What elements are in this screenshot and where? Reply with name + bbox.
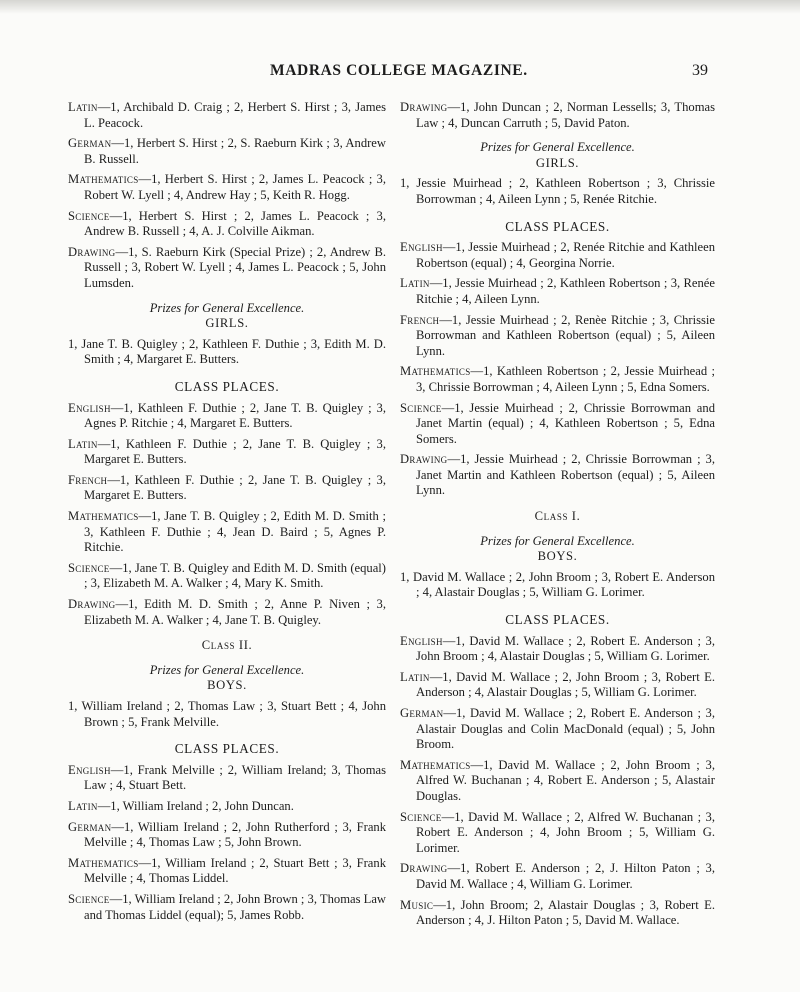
scan-shadow xyxy=(0,0,800,14)
prize-list xyxy=(400,570,715,601)
result-text: —1, Edith M. D. Smith ; 2, Anne P. Niven ; 3, Elizabeth M. A. Walker ; 4, Jane T. B. Quigley. xyxy=(84,597,386,627)
subject-result xyxy=(68,100,386,131)
result-text: —1, Kathleen F. Duthie ; 2, Jane T. B. Quigley ; 3, Margaret E. Butters. xyxy=(84,436,386,467)
page-number: 39 xyxy=(692,62,708,79)
gender-heading: GIRLS. xyxy=(205,316,249,331)
subject-result xyxy=(400,401,715,448)
subject-name: Latin xyxy=(400,669,430,684)
result-text: —1, Archibald D. Craig ; 2, Herbert S. Hirst ; 3, James L. Peacock. xyxy=(84,100,386,130)
subject-result xyxy=(400,634,715,665)
result-text: —1, Herbert S. Hirst ; 2, S. Raeburn Kirk ; 3, Andrew B. Russell. xyxy=(84,136,386,166)
subject-name: Music xyxy=(400,897,434,912)
subject-result xyxy=(400,100,715,131)
subject-name: Mathematics xyxy=(400,364,471,379)
result-text: —1, S. Raeburn Kirk (Special Prize) ; 2, Andrew B. Russell ; 3, Robert W. Lyell ; 4, James L. Peacock ; 5, John Lumsden. xyxy=(84,244,386,290)
result-text: —1, John Duncan ; 2, Norman Lessells; 3, Thomas Law ; 4, Duncan Carruth ; 5, David Paton. xyxy=(416,100,715,130)
subject-name: Latin xyxy=(68,798,98,813)
subject-name: Science xyxy=(400,400,442,415)
prize-heading: Prizes for General Excellence. xyxy=(149,662,305,677)
subject-result xyxy=(68,763,386,794)
result-text: —1, Kathleen Robertson ; 2, Jessie Muirhead ; 3, Chrissie Borrowman ; 4, Aileen Lynn ; 5, Edna Somers. xyxy=(416,364,715,394)
prize-heading: Prizes for General Excellence. xyxy=(480,533,635,548)
class-places-heading: CLASS PLACES. xyxy=(174,741,280,757)
result-text: —1, David M. Wallace ; 2, Robert E. Anderson ; 3, John Broom ; 4, Alastair Douglas ; 5, William G. Lorimer. xyxy=(416,633,715,664)
left-column xyxy=(68,100,386,928)
result-text: —1, Robert E. Anderson ; 2, J. Hilton Paton ; 3, David M. Wallace ; 4, William G. Lorimer. xyxy=(416,861,715,891)
prize-heading: Prizes for General Excellence. xyxy=(149,300,305,315)
subject-result xyxy=(400,452,715,499)
result-text: —1, Jessie Muirhead ; 2, Kathleen Robertson ; 3, Renée Ritchie ; 4, Aileen Lynn. xyxy=(416,276,715,306)
subject-name: Mathematics xyxy=(68,855,139,870)
subject-name: English xyxy=(400,633,443,648)
result-text: —1, Frank Melville ; 2, William Ireland; 3, Thomas Law ; 4, Stuart Bett. xyxy=(84,762,386,793)
subject-result xyxy=(400,240,715,271)
subject-result xyxy=(400,810,715,857)
right-column xyxy=(400,100,715,934)
gender-heading: GIRLS. xyxy=(535,155,580,170)
result-text: —1, Jane T. B. Quigley and Edith M. D. Smith (equal) ; 3, Elizabeth M. A. Walker ; 4, Mary K. Smith. xyxy=(84,560,386,591)
result-text: —1, David M. Wallace ; 2, Alfred W. Buchanan ; 3, Robert E. Anderson ; 4, John Broom ; 5, William G. Lorimer. xyxy=(416,809,715,855)
result-text: —1, David M. Wallace ; 2, Robert E. Anderson ; 3, Alastair Douglas and Colin MacDonald (equal) ; 5, John Broom. xyxy=(416,706,715,752)
prize-list xyxy=(68,699,386,730)
subject-result xyxy=(400,898,715,929)
subject-result xyxy=(68,172,386,203)
subject-name: English xyxy=(68,762,111,777)
subject-result xyxy=(68,856,386,887)
subject-result xyxy=(68,209,386,240)
class-heading: Class II. xyxy=(201,638,253,653)
subject-result xyxy=(68,509,386,556)
prize-heading: Prizes for General Excellence. xyxy=(480,140,635,155)
subject-name: German xyxy=(68,819,112,834)
subject-name: Mathematics xyxy=(68,172,139,187)
result-text: —1, John Broom; 2, Alastair Douglas ; 3, Robert E. Anderson ; 4, J. Hilton Paton ; 5, David M. Wallace. xyxy=(416,897,715,928)
subject-result xyxy=(400,276,715,307)
subject-name: French xyxy=(68,472,108,487)
result-text: 1, William Ireland ; 2, Thomas Law ; 3, Stuart Bett ; 4, John Brown ; 5, Frank Melville. xyxy=(68,699,386,729)
subject-name: Latin xyxy=(400,276,430,291)
magazine-title: MADRAS COLLEGE MAGAZINE. xyxy=(270,62,528,79)
page-header xyxy=(0,62,800,86)
result-text: —1, David M. Wallace ; 2, John Broom ; 3, Alfred W. Buchanan ; 4, Robert E. Anderson ; 5, Alastair Douglas. xyxy=(416,757,715,803)
subject-name: Drawing xyxy=(68,597,116,612)
subject-result xyxy=(400,364,715,395)
result-text: —1, Herbert S. Hirst ; 2, James L. Peacock ; 3, Robert W. Lyell ; 4, Andrew Hay ; 5, Keith R. Hogg. xyxy=(84,172,386,202)
gender-heading: BOYS. xyxy=(207,678,247,693)
result-text: 1, David M. Wallace ; 2, John Broom ; 3, Robert E. Anderson ; 4, Alastair Douglas ; 5, William G. Lorimer. xyxy=(400,569,715,600)
result-text: —1, Jessie Muirhead ; 2, Chrissie Borrowman and Janet Martin (equal) ; 4, Kathleen Robertson ; 5, Edna Somers. xyxy=(416,400,715,446)
subject-result xyxy=(68,597,386,628)
subject-name: French xyxy=(400,312,440,327)
subject-name: Mathematics xyxy=(400,757,471,772)
subject-name: Drawing xyxy=(400,100,448,114)
subject-name: Mathematics xyxy=(68,509,139,524)
subject-result xyxy=(68,561,386,592)
subject-result xyxy=(68,799,386,815)
subject-name: English xyxy=(68,400,111,415)
result-text: 1, Jessie Muirhead ; 2, Kathleen Robertson ; 3, Chrissie Borrowman ; 4, Aileen Lynn ; 5, Renée Ritchie. xyxy=(400,176,715,206)
subject-result xyxy=(400,313,715,360)
gender-heading: BOYS. xyxy=(537,549,578,564)
result-text: 1, Jane T. B. Quigley ; 2, Kathleen F. Duthie ; 3, Edith M. D. Smith ; 4, Margaret E. Butters. xyxy=(68,336,386,367)
result-text: —1, David M. Wallace ; 2, John Broom ; 3, Robert E. Anderson ; 4, Alastair Douglas ; 5, William G. Lorimer. xyxy=(416,669,715,700)
subject-name: Drawing xyxy=(400,861,448,876)
subject-result xyxy=(400,861,715,892)
class-places-heading: CLASS PLACES. xyxy=(505,612,610,628)
class-heading: Class I. xyxy=(534,509,581,524)
subject-result xyxy=(68,892,386,923)
subject-name: Science xyxy=(68,891,110,906)
result-text: —1, Herbert S. Hirst ; 2, James L. Peacock ; 3, Andrew B. Russell ; 4, A. J. Colville Aikman. xyxy=(84,208,386,239)
subject-name: English xyxy=(400,240,443,255)
subject-name: Drawing xyxy=(400,452,448,467)
subject-result xyxy=(68,437,386,468)
subject-name: Latin xyxy=(68,100,98,114)
result-text: —1, William Ireland ; 2, Stuart Bett ; 3, Frank Melville ; 4, Thomas Liddel. xyxy=(84,855,386,886)
subject-name: Drawing xyxy=(68,244,116,259)
result-text: —1, William Ireland ; 2, John Duncan. xyxy=(97,798,294,813)
prize-list xyxy=(68,337,386,368)
subject-result xyxy=(68,245,386,292)
subject-result xyxy=(68,136,386,167)
result-text: —1, Jessie Muirhead ; 2, Chrissie Borrowman ; 3, Janet Martin and Kathleen Robertson (equal) ; 5, Aileen Lynn. xyxy=(416,452,715,498)
result-text: —1, Kathleen F. Duthie ; 2, Jane T. B. Quigley ; 3, Margaret E. Butters. xyxy=(84,472,386,503)
class-places-heading: CLASS PLACES. xyxy=(174,378,280,394)
result-text: —1, Jessie Muirhead ; 2, Renée Ritchie and Kathleen Robertson (equal) ; 4, Georgina Norrie. xyxy=(416,240,715,270)
subject-result xyxy=(68,473,386,504)
result-text: —1, William Ireland ; 2, John Rutherford ; 3, Frank Melville ; 4, Thomas Law ; 5, John Brown. xyxy=(84,819,386,850)
subject-name: Latin xyxy=(68,436,98,451)
subject-result xyxy=(400,670,715,701)
subject-name: Science xyxy=(68,208,110,223)
subject-name: Science xyxy=(68,560,110,575)
prize-list xyxy=(400,176,715,207)
result-text: —1, Jane T. B. Quigley ; 2, Edith M. D. Smith ; 3, Kathleen F. Duthie ; 4, Jean D. Baird ; 5, Agnes P. Ritchie. xyxy=(84,509,386,555)
result-text: —1, William Ireland ; 2, John Brown ; 3, Thomas Law and Thomas Liddel (equal); 5, James Robb. xyxy=(84,891,387,922)
subject-name: Science xyxy=(400,809,442,824)
result-text: —1, Jessie Muirhead ; 2, Renèe Ritchie ; 3, Chrissie Borrowman and Kathleen Robertson (equal) ; 5, Aileen Lynn. xyxy=(416,312,715,358)
subject-result xyxy=(400,758,715,805)
result-text: —1, Kathleen F. Duthie ; 2, Jane T. B. Quigley ; 3, Agnes P. Ritchie ; 4, Margaret E. Butters. xyxy=(84,400,386,431)
subject-name: German xyxy=(68,136,112,151)
subject-result xyxy=(400,706,715,753)
subject-result xyxy=(68,820,386,851)
class-places-heading: CLASS PLACES. xyxy=(505,218,610,234)
subject-name: German xyxy=(400,706,444,720)
subject-result xyxy=(68,401,386,432)
